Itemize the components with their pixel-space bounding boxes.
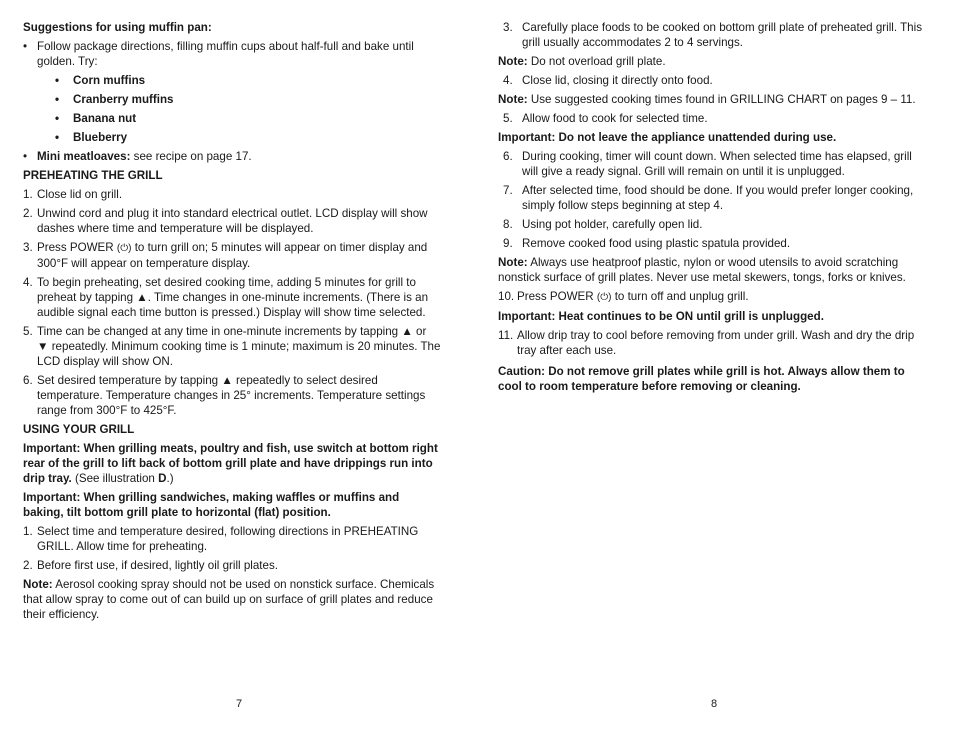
- step-text: Remove cooked food using plastic spatula provided.: [522, 237, 791, 250]
- step-number: 6.: [23, 374, 33, 387]
- using-step: [498, 236, 923, 251]
- step-number: 2.: [23, 559, 33, 572]
- step-text: Before first use, if desired, lightly oil grill plates.: [37, 559, 278, 572]
- using-step: [498, 328, 923, 358]
- preheat-step: [23, 206, 441, 236]
- bullet-icon: •: [55, 131, 60, 144]
- bullet-icon: •: [23, 150, 28, 163]
- step-number: 1.: [23, 525, 33, 538]
- note-text: Always use heatproof plastic, nylon or wood utensils to avoid scratching nonstick surface of grill plates. Never use metal skewers, tongs, forks or knives.: [498, 256, 906, 284]
- step-number: 10.: [498, 290, 515, 303]
- using-step: [498, 289, 923, 305]
- using-step: [498, 111, 923, 126]
- step-number: 3.: [23, 241, 33, 254]
- muffin-option-label: Banana nut: [73, 112, 137, 125]
- meatloaf-text: [37, 149, 252, 164]
- preheat-step: [23, 324, 441, 369]
- step-number: 5.: [23, 325, 33, 338]
- bullet-icon: •: [55, 93, 60, 106]
- bullet-icon: •: [55, 74, 60, 87]
- preheat-step: [23, 240, 441, 271]
- step-number: 7.: [503, 184, 513, 197]
- step-text: Select time and temperature desired, following directions in PREHEATING GRILL. Allow time for preheating.: [37, 525, 419, 553]
- important-detail: .): [166, 472, 174, 485]
- muffin-option: [55, 111, 441, 126]
- using-step: [498, 217, 923, 232]
- using-step: [498, 183, 923, 213]
- important-text: Important: When grilling meats, poultry and fish, use switch at bottom right rear of the grill to lift back of bottom grill plate and have drippings run into drip tray.: [23, 442, 438, 485]
- step-text: Allow food to cook for selected time.: [522, 112, 708, 125]
- step-text: Time can be changed at any time in one-minute increments by tapping ▲ or ▼ repeatedly. Minimum cooking time is 1 minute; maximum is 20 minutes. The LCD display will show ON.: [37, 325, 441, 368]
- important-detail: (See illustration: [71, 472, 159, 485]
- important-note: Important: When grilling sandwiches, making waffles or muffins and baking, tilt bottom grill plate to horizontal (flat) position.: [23, 491, 400, 519]
- using-heading: USING YOUR GRILL: [23, 423, 135, 436]
- step-number: 3.: [503, 21, 513, 34]
- note-label: Note:: [23, 578, 53, 591]
- step-number: 6.: [503, 150, 513, 163]
- step-text: Close lid, closing it directly onto food.: [522, 74, 713, 87]
- power-icon: (⏻): [116, 243, 132, 254]
- bullet-icon: •: [23, 40, 28, 53]
- muffin-bullet-text: Follow package directions, filling muffin cups about half-full and bake until golden. Try:: [37, 40, 414, 68]
- note: [498, 92, 923, 107]
- page-number-right: 8: [711, 698, 718, 710]
- muffin-option-label: Corn muffins: [73, 74, 146, 87]
- muffin-option: [55, 73, 441, 88]
- step-text: After selected time, food should be done. If you would prefer longer cooking, simply follow steps beginning at step 4.: [522, 184, 914, 212]
- note: [498, 54, 923, 69]
- muffin-bullet: [23, 39, 441, 69]
- step-number: 11.: [498, 329, 514, 342]
- note-label: Note:: [498, 256, 528, 269]
- note-label: Note:: [498, 93, 528, 106]
- important-note: Important: Heat continues to be ON until grill is unplugged.: [498, 310, 824, 323]
- meatloaf-label: Mini meatloaves:: [37, 150, 131, 163]
- important-note: [23, 441, 441, 486]
- power-icon: (⏻): [596, 292, 612, 303]
- note-text: Aerosol cooking spray should not be used on nonstick surface. Chemicals that allow spray to come out of can build up on surface of grill plates and reduce their efficiency.: [23, 578, 435, 621]
- step-number: 4.: [23, 276, 33, 289]
- note: [498, 255, 923, 285]
- step-number: 8.: [503, 218, 513, 231]
- muffin-option: [55, 92, 441, 107]
- left-page: [23, 20, 441, 626]
- preheat-step: [23, 275, 441, 320]
- important-note: Important: Do not leave the appliance unattended during use.: [498, 131, 837, 144]
- caution-note: Caution: Do not remove grill plates while grill is hot. Always allow them to cool to room temperature before removing or cleaning.: [498, 365, 905, 393]
- step-text: Using pot holder, carefully open lid.: [522, 218, 703, 231]
- using-step: [23, 558, 441, 573]
- note-text: Do not overload grill plate.: [527, 55, 666, 68]
- muffin-option: [55, 130, 441, 145]
- step-text: Allow drip tray to cool before removing from under grill. Wash and dry the drip tray after each use.: [517, 329, 915, 357]
- meatloaf-bullet: [23, 149, 441, 164]
- note-text: Use suggested cooking times found in GRILLING CHART on pages 9 – 11.: [527, 93, 916, 106]
- bullet-icon: •: [55, 112, 60, 125]
- step-text: To begin preheating, set desired cooking time, adding 5 minutes for grill to preheat by tapping ▲. Time changes in one-minute increments. (There is an audible signal each time button is pressed.) Display will show time selected.: [37, 276, 429, 319]
- using-step: [498, 20, 923, 50]
- step-text: Set desired temperature by tapping ▲ repeatedly to select desired temperature. Temperature changes in 25° increments. Temperature settings range from 300°F to 425°F.: [37, 374, 426, 417]
- step-number: 4.: [503, 74, 513, 87]
- illustration-ref: D: [158, 472, 167, 485]
- step-text-part: Press POWER: [37, 241, 117, 254]
- meatloaf-detail: see recipe on page 17.: [130, 150, 252, 163]
- preheat-heading: PREHEATING THE GRILL: [23, 169, 163, 182]
- step-text: Carefully place foods to be cooked on bottom grill plate of preheated grill. This grill usually accommodates 2 to 4 servings.: [522, 21, 923, 49]
- page-number-left: 7: [236, 698, 243, 710]
- step-number: 9.: [503, 237, 513, 250]
- step-text-part: Press POWER: [517, 290, 597, 303]
- right-page: [498, 20, 923, 398]
- step-text-part: to turn grill on; 5 minutes will appear on timer display and 300°F will appear on temperature display.: [37, 241, 428, 270]
- step-number: 2.: [23, 207, 33, 220]
- step-number: 5.: [503, 112, 513, 125]
- step-text: Close lid on grill.: [37, 188, 123, 201]
- step-text: [517, 289, 923, 305]
- muffin-option-label: Blueberry: [73, 131, 128, 144]
- muffin-heading: Suggestions for using muffin pan:: [23, 21, 212, 34]
- note-label: Note:: [498, 55, 528, 68]
- step-text: Unwind cord and plug it into standard electrical outlet. LCD display will show dashes where time and temperature will be displayed.: [37, 207, 428, 235]
- using-step: [498, 149, 923, 179]
- preheat-step: [23, 373, 441, 418]
- step-text-part: to turn off and unplug grill.: [611, 290, 749, 303]
- step-number: 1.: [23, 188, 33, 201]
- step-text: [37, 240, 441, 271]
- note: [23, 577, 441, 622]
- step-text: During cooking, timer will count down. When selected time has elapsed, grill will give a ready signal. Grill will remain on until it is unplugged.: [522, 150, 912, 178]
- preheat-step: [23, 187, 441, 202]
- using-step: [498, 73, 923, 88]
- using-step: [23, 524, 441, 554]
- muffin-option-label: Cranberry muffins: [73, 93, 174, 106]
